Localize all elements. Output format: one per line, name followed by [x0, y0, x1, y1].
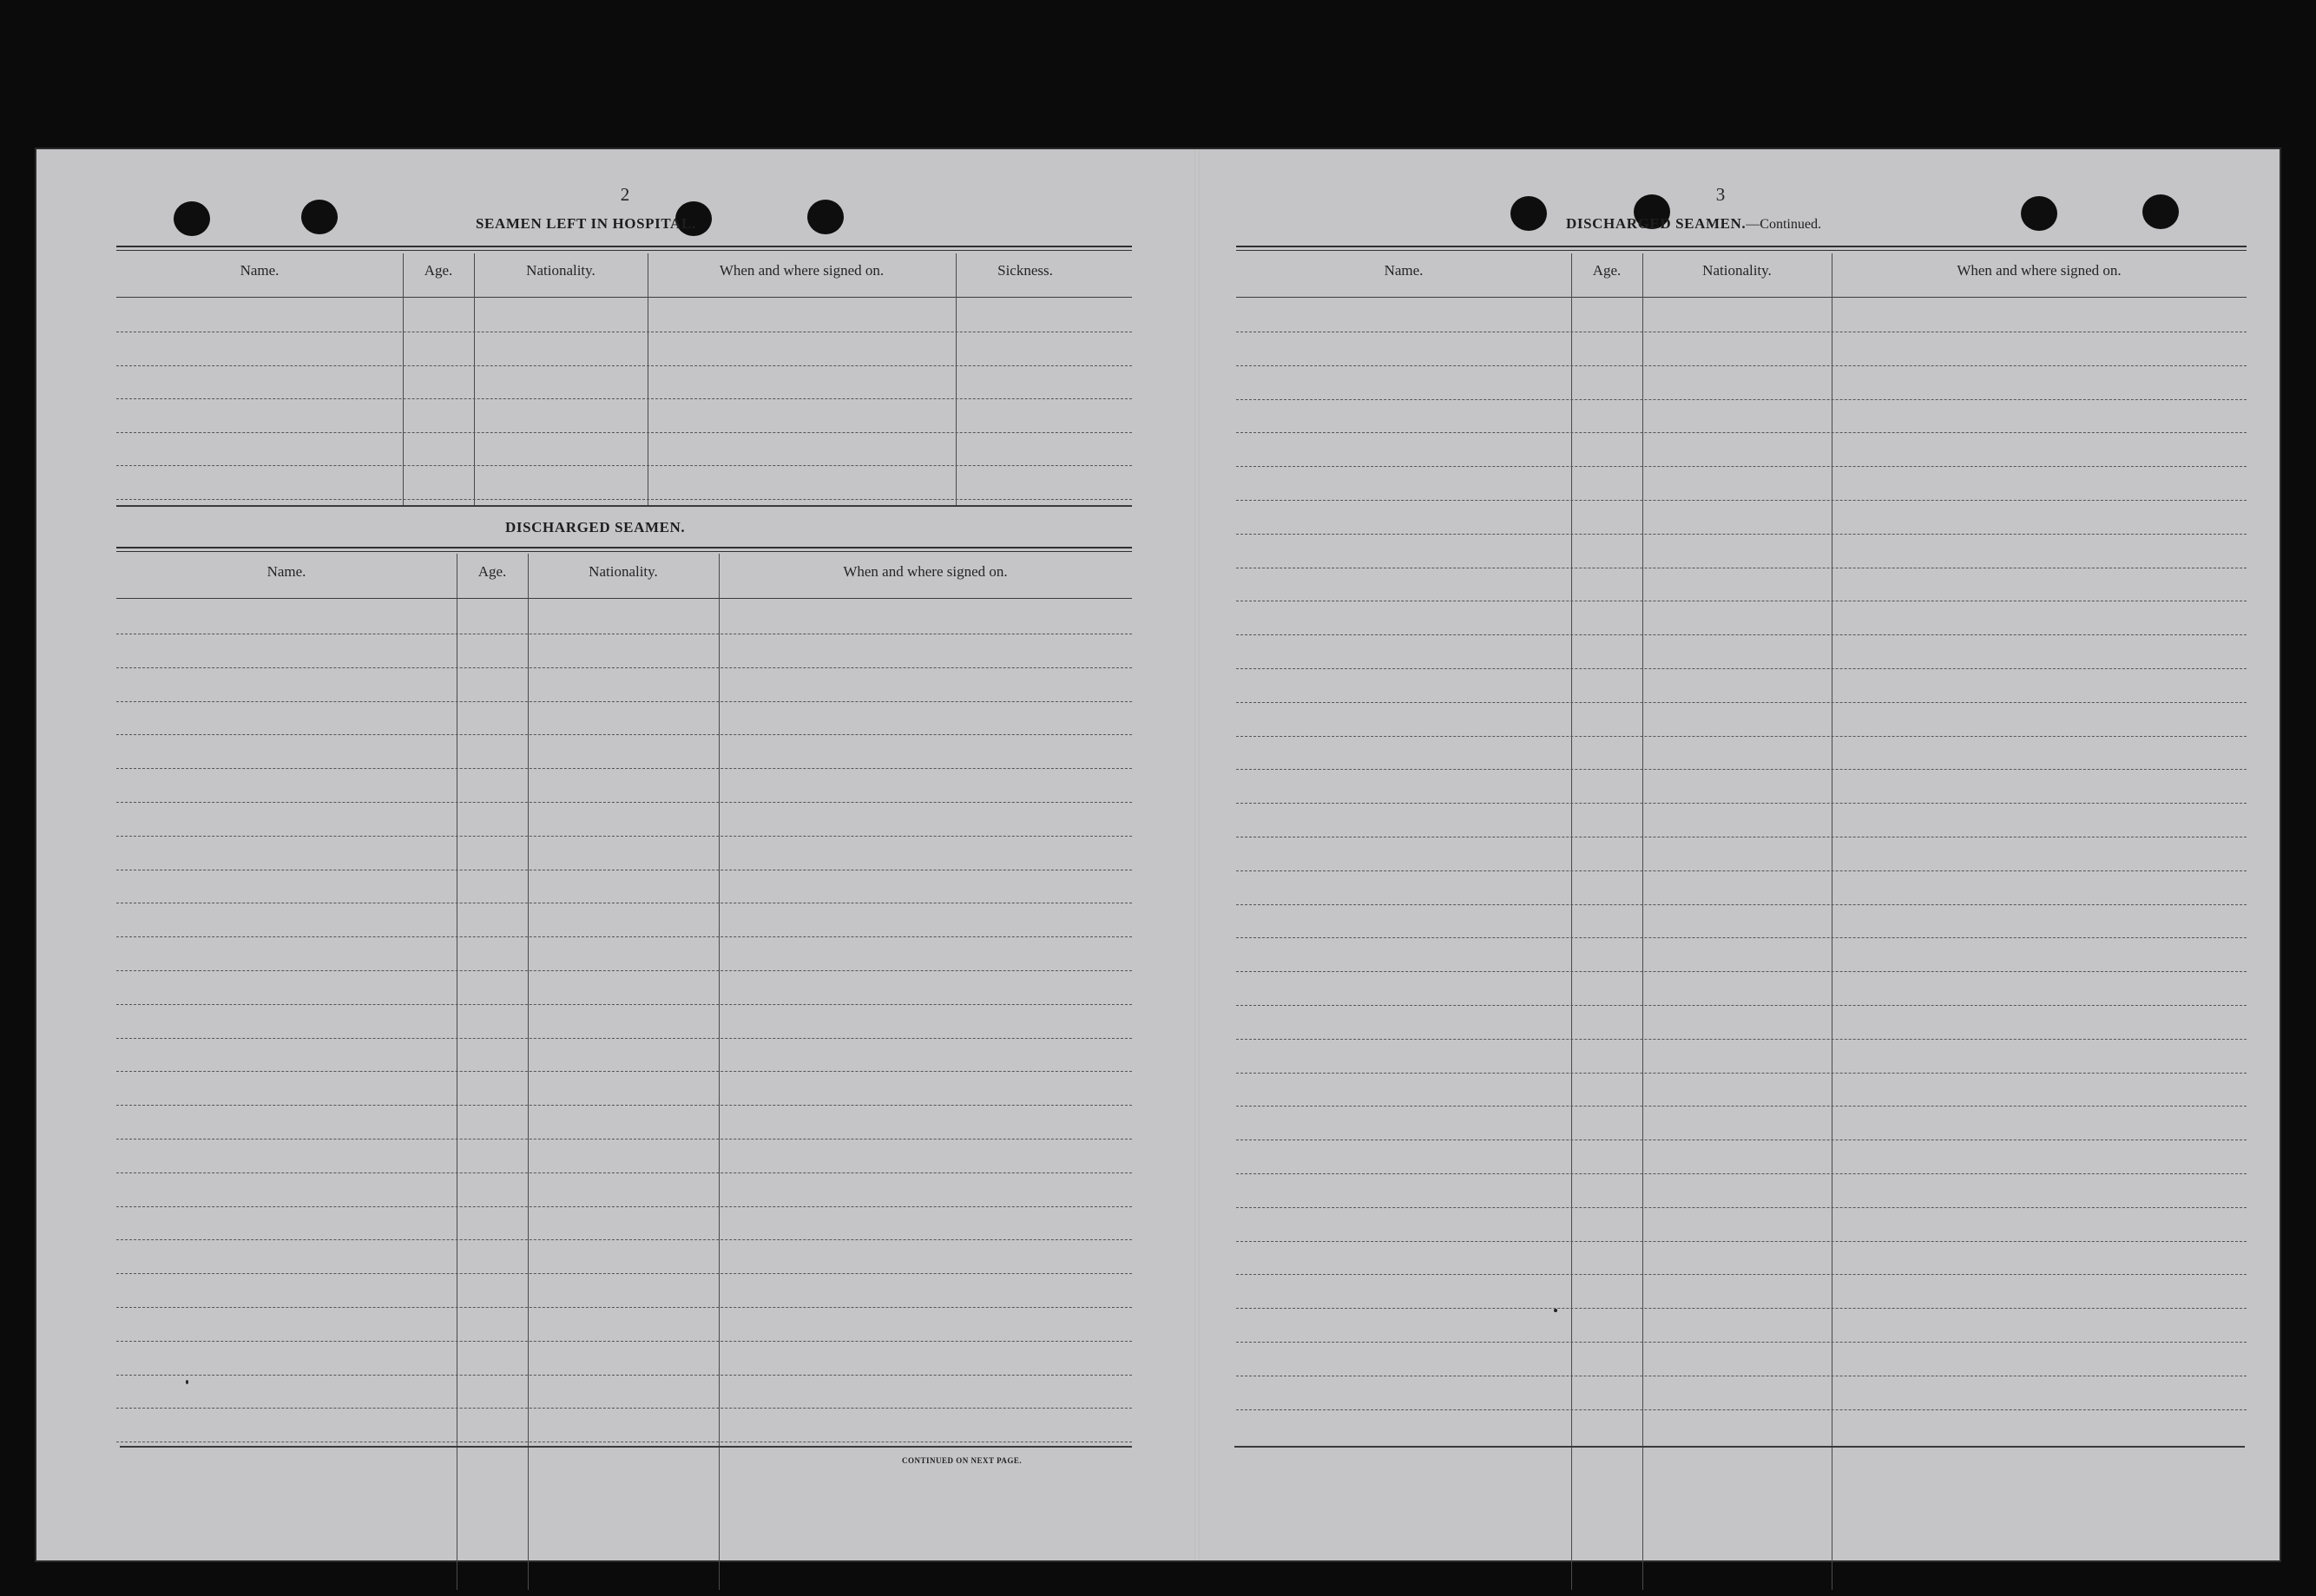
entry-line	[116, 1139, 1132, 1140]
right-top-rule	[1236, 246, 2247, 251]
right-col-age: Age.	[1592, 262, 1622, 279]
entry-line	[116, 936, 1132, 937]
hospital-col-sickness: Sickness.	[997, 262, 1053, 279]
entry-line	[116, 1105, 1132, 1106]
right-header-rule	[1236, 297, 2247, 298]
entry-line	[116, 465, 1132, 466]
entry-line	[116, 734, 1132, 735]
entry-line	[116, 1408, 1132, 1409]
entry-line	[1236, 1173, 2247, 1174]
entry-line	[116, 1071, 1132, 1072]
discharged-section-title: DISCHARGED SEAMEN.	[505, 519, 686, 535]
entry-line	[116, 1172, 1132, 1173]
punch-hole	[301, 200, 338, 234]
entry-line	[1236, 937, 2247, 938]
entry-line	[116, 701, 1132, 702]
entry-line	[116, 768, 1132, 769]
entry-line	[116, 1206, 1132, 1207]
hospital-divider	[956, 253, 957, 505]
entry-line	[1236, 634, 2247, 635]
entry-line	[116, 1273, 1132, 1274]
entry-line	[1236, 1106, 2247, 1107]
punch-hole	[807, 200, 844, 234]
hospital-header-rule	[116, 297, 1132, 298]
discharged-header-rule	[116, 598, 1132, 599]
entry-line	[1236, 769, 2247, 770]
entry-line	[1236, 1241, 2247, 1242]
entry-line	[116, 1038, 1132, 1039]
right-divider	[1642, 253, 1643, 1590]
hospital-col-age: Age.	[424, 262, 453, 279]
entry-line	[1236, 432, 2247, 433]
entry-line	[1236, 870, 2247, 871]
hospital-divider	[403, 253, 404, 505]
entry-line	[1236, 1274, 2247, 1275]
entry-line	[1236, 1207, 2247, 1208]
entry-line	[116, 1307, 1132, 1308]
entry-line	[1236, 1005, 2247, 1006]
entry-line	[116, 970, 1132, 971]
page-fold	[1194, 149, 1200, 1560]
discharged-col-age: Age.	[477, 563, 507, 580]
continued-title-main: DISCHARGED SEAMEN.	[1566, 215, 1747, 232]
punch-hole	[1510, 196, 1547, 231]
hospital-bottom-rule	[116, 505, 1132, 507]
hospital-col-signed-on: When and where signed on.	[719, 262, 885, 279]
entry-line	[1236, 1039, 2247, 1040]
entry-line	[1236, 1342, 2247, 1343]
entry-line	[116, 432, 1132, 433]
discharged-col-signed-on: When and where signed on.	[843, 563, 1008, 580]
entry-line	[1236, 668, 2247, 669]
entry-line	[116, 1375, 1132, 1376]
entry-line	[1236, 1308, 2247, 1309]
right-col-nationality: Nationality.	[1702, 262, 1772, 279]
right-divider	[1571, 253, 1572, 1590]
continued-title-suffix: —Continued.	[1746, 217, 1821, 232]
entry-line	[1236, 1073, 2247, 1074]
entry-line	[1236, 904, 2247, 905]
entry-line	[1236, 803, 2247, 804]
footer-continued: CONTINUED ON NEXT PAGE.	[902, 1456, 1023, 1465]
entry-line	[1236, 971, 2247, 972]
right-col-signed-on: When and where signed on.	[1957, 262, 2122, 279]
discharged-top-rule	[116, 547, 1132, 552]
hospital-divider	[474, 253, 475, 505]
entry-line	[1236, 736, 2247, 737]
entry-line	[1236, 399, 2247, 400]
hospital-section-title: SEAMEN LEFT IN HOSPITAL.	[476, 215, 696, 232]
hospital-col-nationality: Nationality.	[526, 262, 595, 279]
entry-line	[116, 1239, 1132, 1240]
entry-line	[116, 667, 1132, 668]
discharged-col-name: Name.	[266, 563, 306, 580]
entry-line	[116, 499, 1132, 500]
hospital-top-rule	[116, 246, 1132, 251]
entry-line	[116, 365, 1132, 366]
hospital-col-name: Name.	[240, 262, 280, 279]
entry-line	[116, 398, 1132, 399]
entry-line	[1236, 534, 2247, 535]
page-number-right: 3	[1715, 184, 1726, 205]
entry-line	[116, 1341, 1132, 1342]
continued-section-title	[1566, 215, 1821, 233]
discharged-col-nationality: Nationality.	[589, 563, 658, 580]
punch-hole	[2142, 194, 2179, 229]
ink-speck	[1554, 1309, 1557, 1312]
entry-line	[1236, 466, 2247, 467]
punch-hole	[174, 201, 210, 236]
form-sheet	[36, 149, 2280, 1560]
entry-line	[1236, 702, 2247, 703]
entry-line	[1236, 500, 2247, 501]
entry-line	[116, 1004, 1132, 1005]
entry-line	[1236, 365, 2247, 366]
right-col-name: Name.	[1384, 262, 1424, 279]
right-bottom-rule	[1234, 1446, 2245, 1448]
page-number-left: 2	[620, 184, 630, 205]
entry-line	[116, 836, 1132, 837]
entry-line	[116, 802, 1132, 803]
left-bottom-rule	[120, 1446, 1132, 1448]
ink-speck	[186, 1380, 188, 1384]
punch-hole	[2021, 196, 2057, 231]
entry-line	[1236, 1409, 2247, 1410]
